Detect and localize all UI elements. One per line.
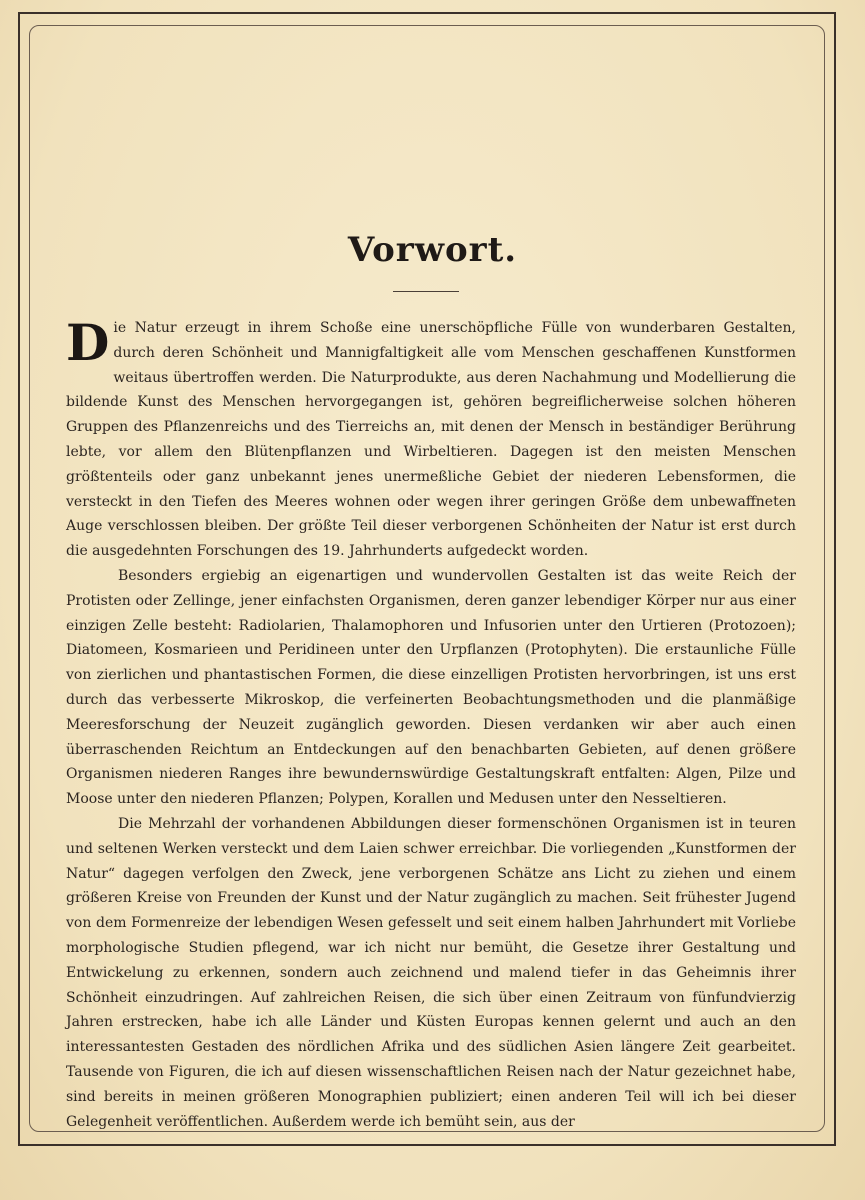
drop-cap: D: [66, 313, 110, 372]
paragraph-1-text: ie Natur erzeugt in ihrem Schoße eine unerschöpfliche Fülle von wunderbaren Gestalten, durch deren Schönheit und Mannigfaltigkeit alle vom Menschen geschaffenen Kunstformen weitaus übertroffen werden. Die Naturprodukte, aus deren Nachahmung und Modellierung die bildende Kunst des Menschen hervorgegangen ist, gehören begreiflicherweise solchen höheren Gruppen des Pflanzenreichs und des Tierreichs an, mit denen der Mensch in beständiger Berührung lebte, vor allem den Blütenpflanzen und Wirbeltieren. Dagegen ist den meisten Menschen größtenteils oder ganz unbekannt jenes unermeßliche Gebiet der niederen Lebensformen, die versteckt in den Tiefen des Meeres wohnen oder wegen ihrer geringen Größe dem unbewaffneten Auge verschlossen bleiben. Der größte Teil dieser verborgenen Schönheiten der Natur ist erst durch die ausgedehnten Forschungen des 19. Jahrhunderts aufgedeckt worden.: [66, 320, 796, 560]
paragraph-1: [66, 313, 796, 564]
page-title: Vorwort.: [347, 230, 518, 270]
paragraph-2: Besonders ergiebig an eigenartigen und wundervollen Gestalten ist das weite Reich der Protisten oder Zellinge, jener einfachsten Organismen, deren ganzer lebendiger Körper nur aus einer einzigen Zelle besteht: Radiolarien, Thalamophoren und Infusorien unter den Urtieren (Protozoen); Diatomeen, Kosmarieen und Peridineen unter den Urpflanzen (Protophyten). Die erstaunliche Fülle von zierlichen und phantastischen Formen, die diese einzelligen Protisten hervorbringen, ist uns erst durch das verbesserte Mikroskop, die verfeinerten Beobachtungsmethoden und die planmäßige Meeresforschung der Neuzeit zugänglich geworden. Diesen verdanken wir aber auch einen überraschenden Reichtum an Entdeckungen auf den benachbarten Gebieten, auf denen größere Organismen niederen Ranges ihre bewundernswürdige Gestaltungskraft entfalten: Algen, Pilze und Moose unter den niederen Pflanzen; Polypen, Korallen und Medusen unter den Nesseltieren.: [66, 567, 796, 808]
paragraph-3: Die Mehrzahl der vorhandenen Abbildungen dieser formenschönen Organismen ist in teuren und seltenen Werken versteckt und dem Laien schwer erreichbar. Die vorliegenden „Kunstformen der Natur“ dagegen verfolgen den Zweck, jene verborgenen Schätze ans Licht zu ziehen und einem größeren Kreise von Freunden der Kunst und der Natur zugänglich zu machen. Seit frühester Jugend von dem Formenreize der lebendigen Wesen gefesselt und seit einem halben Jahrhundert mit Vorliebe morphologische Studien pflegend, war ich nicht nur bemüht, die Gesetze ihrer Gestaltung und Entwickelung zu erkennen, sondern auch zeichnend und malend tiefer in das Geheimnis ihrer Schönheit einzudringen. Auf zahlreichen Reisen, die sich über einen Zeitraum von fünfundvierzig Jahren erstrecken, habe ich alle Länder und Küsten Europas kennen gelernt und auch an den interessantesten Gestaden des nördlichen Afrika und des südlichen Asien längere Zeit gearbeitet. Tausende von Figuren, die ich auf diesen wissenschaftlichen Reisen nach der Natur gezeichnet habe, sind bereits in meinen größeren Monographien publiziert; einen anderen Teil will ich bei dieser Gelegenheit veröffentlichen. Außerdem werde ich bemüht sein, aus der: [66, 815, 796, 1130]
title-divider: [393, 291, 459, 292]
body-text: [66, 313, 796, 1134]
